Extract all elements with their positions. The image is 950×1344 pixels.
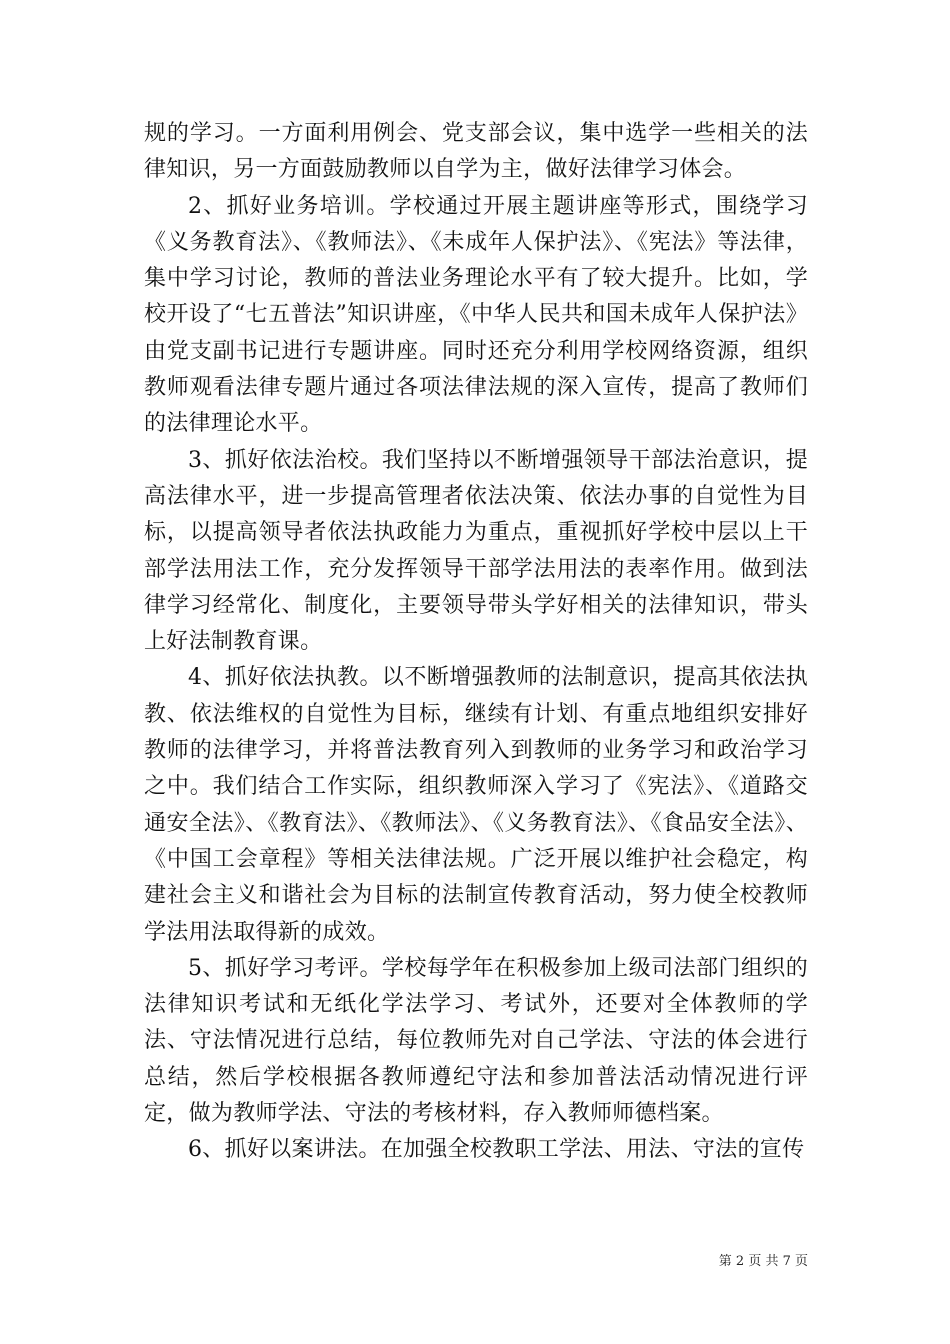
paragraph-case-based-law: 6、抓好以案讲法。在加强全校教职工学法、用法、守法的宣传 (188, 1137, 805, 1163)
paragraph-study-evaluation: 5、抓好学习考评。学校每学年在积极参加上级司法部门组织的法律知识考试和无纸化学法学习、考试外，还要对全体教师的学法、守法情况进行总结，每位教师先对自己学法、守法的体会进行总结，然后学校根据各教师遵纪守法和参加普法活动情况进行评定，做为教师学法、守法的考核材料，存入教师师德档案。 (144, 955, 808, 1127)
paragraph-business-training: 2、抓好业务培训。学校通过开展主题讲座等形式，围绕学习《义务教育法》、《教师法》、《未成年人保护法》、《宪法》等法律，集中学习讨论，教师的普法业务理论水平有了较大提升。比如，学校开设了“七五普法”知识讲座，《中华人民共和国未成年人保护法》由党支副书记进行专题讲座。同时还充分利用学校网络资源，组织教师观看法律专题片通过各项法律法规的深入宣传，提高了教师们的法律理论水平。 (144, 193, 808, 437)
paragraph-continuation: 规的学习。一方面利用例会、党支部会议，集中选学一些相关的法律知识，另一方面鼓励教师以自学为主，做好法律学习体会。 (144, 121, 808, 183)
paragraph-law-based-teaching: 4、抓好依法执教。以不断增强教师的法制意识，提高其依法执教、依法维权的自觉性为目标，继续有计划、有重点地组织安排好教师的法律学习，并将普法教育列入到教师的业务学习和政治学习之中。我们结合工作实际，组织教师深入学习了《宪法》、《道路交通安全法》、《教育法》、《教师法》、《义务教育法》、《食品安全法》、《中国工会章程》等相关法律法规。广泛开展以维护社会稳定，构建社会主义和谐社会为目标的法制宣传教育活动，努力使全校教师学法用法取得新的成效。 (144, 665, 808, 945)
page-number-footer: 第 2 页 共 7 页 (718, 1254, 808, 1269)
document-body (144, 116, 808, 1169)
paragraph-rule-of-law-school: 3、抓好依法治校。我们坚持以不断增强领导干部法治意识，提高法律水平，进一步提高管理者依法决策、依法办事的自觉性为目标，以提高领导者依法执政能力为重点，重视抓好学校中层以上干部学法用法工作，充分发挥领导干部学法用法的表率作用。做到法律学习经常化、制度化，主要领导带头学好相关的法律知识，带头上好法制教育课。 (144, 447, 808, 655)
